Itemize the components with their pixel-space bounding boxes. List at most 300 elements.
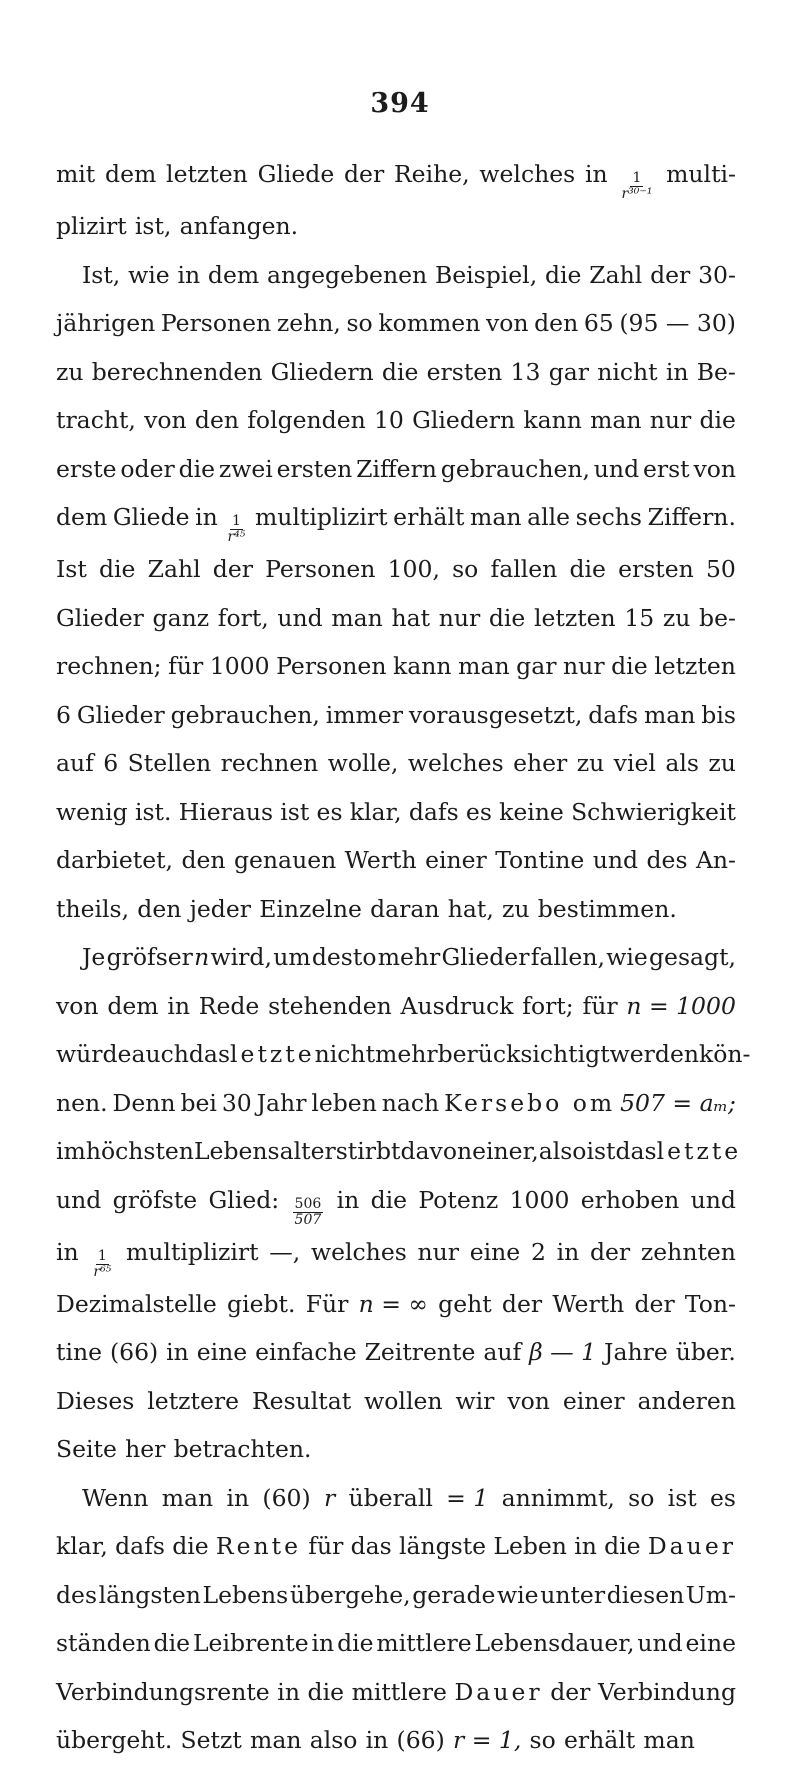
word: (66) bbox=[396, 1726, 445, 1754]
word: so bbox=[346, 309, 373, 337]
word: Kersebo om bbox=[444, 1088, 616, 1117]
word: Lebens bbox=[202, 1580, 289, 1609]
word: gar bbox=[548, 357, 589, 386]
word: um bbox=[273, 943, 311, 971]
fraction-denominator: r⁶⁵ bbox=[93, 1263, 112, 1280]
word: eher bbox=[513, 749, 568, 777]
word: gerade bbox=[412, 1580, 496, 1609]
word: multiplizirt bbox=[254, 503, 388, 531]
text-line bbox=[56, 642, 736, 691]
word: oder bbox=[120, 454, 175, 483]
word: Je bbox=[82, 943, 106, 971]
word: ersten bbox=[276, 454, 353, 483]
word: in bbox=[277, 1677, 300, 1706]
word: zwei bbox=[218, 454, 273, 483]
word: angegebenen bbox=[266, 260, 428, 289]
fraction-numerator: 1 bbox=[632, 170, 642, 186]
word: ist bbox=[280, 797, 310, 826]
text-line bbox=[56, 150, 736, 202]
word: Potenz bbox=[418, 1185, 499, 1214]
word: theils, bbox=[56, 894, 130, 923]
word: also bbox=[538, 1137, 587, 1165]
word: in bbox=[167, 991, 190, 1020]
word: stehenden bbox=[268, 991, 392, 1020]
word: 2 bbox=[530, 1237, 546, 1266]
word: die bbox=[611, 652, 648, 680]
word: daran bbox=[370, 894, 440, 923]
text-line bbox=[56, 445, 736, 494]
word: nen. bbox=[56, 1088, 108, 1117]
word: dafs bbox=[115, 1532, 165, 1560]
word: so bbox=[628, 1483, 655, 1512]
word: man bbox=[161, 1483, 214, 1512]
text-line bbox=[56, 251, 736, 300]
word: betrachten. bbox=[173, 1435, 312, 1463]
text-line bbox=[56, 885, 736, 934]
word: Dieses bbox=[56, 1386, 135, 1415]
word: desto bbox=[311, 943, 377, 971]
word: Verbindungsrente bbox=[56, 1677, 270, 1706]
word: sechs bbox=[575, 503, 642, 531]
word: wie bbox=[497, 1580, 539, 1609]
word: leben bbox=[311, 1088, 377, 1117]
page-number: 394 bbox=[370, 88, 430, 119]
text-line bbox=[56, 788, 736, 837]
word: tracht, bbox=[56, 406, 136, 434]
word: bei bbox=[180, 1088, 217, 1117]
word: Für bbox=[305, 1289, 349, 1318]
text-line bbox=[56, 1425, 736, 1474]
word: welches bbox=[479, 160, 576, 188]
word: es bbox=[465, 797, 492, 826]
word: Leben bbox=[493, 1532, 567, 1560]
text-line bbox=[56, 1280, 736, 1329]
text-line bbox=[56, 1377, 736, 1426]
text-line bbox=[56, 202, 736, 251]
word: in bbox=[56, 1237, 79, 1266]
word: darbietet, bbox=[56, 846, 174, 874]
word: die bbox=[544, 260, 582, 289]
word: letzte bbox=[656, 1137, 742, 1165]
word: dem bbox=[107, 991, 159, 1020]
word: 6 bbox=[56, 700, 71, 729]
text-line bbox=[56, 1474, 736, 1523]
word: stirbt bbox=[335, 1137, 401, 1165]
word: dafs bbox=[588, 700, 639, 729]
word: man bbox=[643, 700, 696, 729]
word: letzten bbox=[166, 160, 248, 188]
word: welches bbox=[310, 1237, 407, 1266]
word: zu bbox=[502, 894, 530, 923]
word: letztere bbox=[147, 1386, 240, 1415]
word: geht bbox=[438, 1289, 492, 1318]
word: fort, bbox=[217, 603, 269, 632]
word: im bbox=[56, 1137, 86, 1165]
word: zu bbox=[708, 749, 736, 777]
word: einfache bbox=[255, 1338, 357, 1366]
text-line bbox=[56, 836, 736, 885]
word: β — 1 bbox=[529, 1338, 597, 1366]
word: wie bbox=[128, 260, 170, 289]
word: klar, bbox=[349, 797, 402, 826]
word: die bbox=[604, 1532, 641, 1560]
word: An- bbox=[695, 846, 736, 874]
word: das bbox=[350, 1532, 392, 1560]
word: würde bbox=[56, 1040, 132, 1068]
word: Glieder bbox=[56, 603, 144, 632]
word: letzten bbox=[533, 603, 616, 632]
word: so bbox=[529, 1726, 556, 1754]
word: Tontine bbox=[495, 846, 585, 874]
word: der bbox=[634, 1289, 675, 1318]
text-line bbox=[56, 1176, 736, 1228]
word: berechnenden bbox=[91, 357, 263, 386]
word: n = ∞ bbox=[358, 1289, 428, 1318]
word: tine bbox=[56, 1338, 103, 1366]
word: ist, bbox=[134, 212, 172, 240]
word: berücksichtigt bbox=[437, 1040, 610, 1068]
text-line bbox=[56, 1079, 736, 1128]
text-line bbox=[56, 348, 736, 397]
word: gesagt, bbox=[649, 943, 736, 971]
fraction-numerator: 506 bbox=[294, 1195, 322, 1212]
word: nur bbox=[649, 406, 692, 434]
word: die bbox=[381, 357, 419, 386]
word: die bbox=[569, 555, 606, 583]
word: Glied: bbox=[208, 1185, 280, 1214]
word: plizirt bbox=[56, 212, 127, 240]
word: kann bbox=[393, 652, 452, 680]
word: Ist, bbox=[82, 260, 121, 289]
word: n = 1000 bbox=[626, 991, 736, 1020]
word: man bbox=[331, 603, 383, 632]
word: zu bbox=[576, 749, 605, 777]
word: unter bbox=[540, 1580, 606, 1609]
word: Resultat bbox=[251, 1386, 352, 1415]
fraction-denominator: r⁴⁵ bbox=[227, 529, 246, 545]
word: den bbox=[534, 309, 579, 337]
word: —, bbox=[269, 1237, 301, 1266]
text-line bbox=[56, 1716, 736, 1765]
word: Lebensalter bbox=[193, 1137, 336, 1165]
word: ist. bbox=[134, 797, 172, 826]
word: annimmt, bbox=[501, 1483, 615, 1512]
word: die bbox=[307, 1677, 345, 1706]
word: jährigen bbox=[56, 309, 156, 337]
word: Ziffern bbox=[356, 454, 437, 483]
word: der bbox=[344, 160, 385, 188]
word: multiplizirt bbox=[126, 1237, 259, 1266]
word: zu bbox=[662, 603, 691, 632]
word: dem bbox=[105, 160, 157, 188]
word: 30 bbox=[221, 1088, 252, 1117]
word: der bbox=[501, 1289, 543, 1318]
word: das bbox=[188, 1040, 231, 1068]
word: für bbox=[168, 652, 204, 680]
word: über. bbox=[675, 1338, 736, 1366]
text-line bbox=[56, 545, 736, 594]
word: Hieraus bbox=[178, 797, 274, 826]
word: fallen, bbox=[530, 943, 605, 971]
word: Verbindung bbox=[597, 1677, 736, 1706]
text-line bbox=[56, 396, 736, 445]
text-line bbox=[56, 493, 736, 545]
word: ersten bbox=[426, 357, 503, 386]
word: nur bbox=[417, 1237, 460, 1266]
word: es bbox=[316, 797, 343, 826]
word: immer bbox=[325, 700, 403, 729]
word: Rente bbox=[215, 1532, 302, 1560]
word: Personen bbox=[265, 555, 376, 583]
word: alle bbox=[527, 503, 571, 531]
word: eine bbox=[469, 1237, 521, 1266]
word: gröfste bbox=[112, 1185, 198, 1214]
word: hat bbox=[391, 603, 431, 632]
word: letzte bbox=[230, 1040, 315, 1068]
word: die bbox=[153, 1629, 191, 1657]
text-line bbox=[56, 739, 736, 788]
word: jeder bbox=[189, 894, 251, 923]
word: klar, bbox=[56, 1532, 108, 1560]
fraction bbox=[293, 1197, 324, 1228]
word: wollen bbox=[364, 1386, 443, 1415]
word: fort; bbox=[522, 991, 574, 1020]
word: Schwierigkeit bbox=[571, 797, 736, 826]
word: 10 bbox=[373, 406, 404, 434]
word: Ziffern. bbox=[647, 503, 736, 531]
word: rechnen bbox=[220, 749, 319, 777]
word: den bbox=[194, 406, 239, 434]
text-line bbox=[56, 691, 736, 740]
word: man bbox=[590, 406, 642, 434]
word: Personen bbox=[276, 652, 387, 680]
word: auf bbox=[56, 749, 94, 777]
word: des bbox=[646, 846, 688, 874]
word: Reihe, bbox=[393, 160, 470, 188]
word: Lebensdauer, bbox=[474, 1629, 635, 1657]
word: übergeht. bbox=[56, 1726, 173, 1754]
word: kön- bbox=[698, 1040, 751, 1068]
word: 6 bbox=[103, 749, 119, 777]
word: in bbox=[365, 1726, 389, 1754]
text-line bbox=[56, 594, 736, 643]
word: und bbox=[56, 1185, 102, 1214]
word: kann bbox=[523, 406, 582, 434]
word: Einzelne bbox=[259, 894, 362, 923]
text-line bbox=[56, 1030, 751, 1079]
word: fallen bbox=[490, 555, 558, 583]
word: Dauer bbox=[454, 1677, 543, 1706]
word: den bbox=[181, 846, 226, 874]
word: Werth bbox=[344, 846, 417, 874]
word: gebrauchen, bbox=[170, 700, 320, 729]
word: genauen bbox=[233, 846, 337, 874]
word: ersten bbox=[618, 555, 694, 583]
word: die bbox=[370, 1185, 408, 1214]
word: bestimmen. bbox=[537, 894, 677, 923]
word: man bbox=[643, 1726, 695, 1754]
word: anfangen. bbox=[179, 212, 299, 240]
word: (66) bbox=[109, 1338, 159, 1366]
word: einer, bbox=[472, 1137, 539, 1165]
word: auf bbox=[483, 1338, 522, 1366]
word: mehr bbox=[377, 943, 441, 971]
word: diesen bbox=[606, 1580, 685, 1609]
word: Leibrente bbox=[192, 1629, 309, 1657]
word: letzten bbox=[654, 652, 736, 680]
word: in bbox=[574, 1532, 597, 1560]
word: Glieder bbox=[441, 943, 530, 971]
word: Ton- bbox=[684, 1289, 736, 1318]
word: Stellen bbox=[127, 749, 212, 777]
word: und bbox=[690, 1185, 736, 1214]
word: man bbox=[458, 652, 510, 680]
word: der bbox=[212, 555, 253, 583]
word: Jahr bbox=[256, 1088, 307, 1117]
word: Gliedern bbox=[270, 357, 374, 386]
word: Wenn bbox=[82, 1483, 149, 1512]
word: erst bbox=[642, 454, 690, 483]
word: n bbox=[194, 943, 210, 971]
text-line bbox=[56, 1619, 736, 1668]
word: ganz bbox=[152, 603, 210, 632]
word: Gliede bbox=[257, 160, 335, 188]
word: und bbox=[593, 454, 640, 483]
word: 65 bbox=[583, 309, 614, 337]
word: dem bbox=[207, 260, 260, 289]
word: in bbox=[311, 1629, 335, 1657]
word: hat, bbox=[447, 894, 494, 923]
word: (60) bbox=[262, 1483, 311, 1512]
word: mittlere bbox=[376, 1629, 472, 1657]
word: von bbox=[144, 406, 187, 434]
word: dafs bbox=[408, 797, 459, 826]
word: für bbox=[308, 1532, 344, 1560]
word: der bbox=[550, 1677, 591, 1706]
word: von bbox=[507, 1386, 550, 1415]
word: übergehe, bbox=[289, 1580, 411, 1609]
word: wenig bbox=[56, 797, 128, 826]
word: so bbox=[452, 555, 479, 583]
word: Glieder bbox=[76, 700, 165, 729]
word: in bbox=[166, 1338, 189, 1366]
word: Zeitrente bbox=[364, 1338, 476, 1366]
word: werden bbox=[609, 1040, 699, 1068]
word: von bbox=[485, 309, 529, 337]
word: des bbox=[56, 1580, 98, 1609]
word: als bbox=[665, 749, 699, 777]
word: Rede bbox=[198, 991, 260, 1020]
text-line bbox=[56, 1522, 736, 1571]
word: man bbox=[250, 1726, 302, 1754]
word: mehr bbox=[375, 1040, 438, 1068]
text-line bbox=[56, 1571, 736, 1620]
word: 15 bbox=[624, 603, 655, 632]
word: der bbox=[650, 260, 691, 289]
word: Dezimalstelle bbox=[56, 1289, 217, 1318]
word: 50 bbox=[705, 555, 736, 583]
word: von bbox=[693, 454, 736, 483]
word: = 1 bbox=[446, 1483, 489, 1512]
fraction-denominator: r³⁰⁻¹ bbox=[621, 186, 653, 202]
fraction bbox=[91, 1249, 113, 1280]
word: r bbox=[323, 1483, 336, 1512]
word: dem bbox=[56, 503, 108, 531]
word: gröfser bbox=[106, 943, 193, 971]
word: die bbox=[98, 555, 136, 583]
word: zehnten bbox=[640, 1237, 736, 1266]
word: in bbox=[226, 1483, 250, 1512]
word: nur bbox=[438, 603, 481, 632]
word: Gliede bbox=[112, 503, 190, 531]
word: Denn bbox=[112, 1088, 176, 1117]
word: mittlere bbox=[351, 1677, 447, 1706]
text-line bbox=[56, 1127, 742, 1176]
word: einer bbox=[425, 846, 487, 874]
word: Werth bbox=[552, 1289, 625, 1318]
word: die bbox=[699, 406, 736, 434]
word: gar bbox=[516, 652, 557, 680]
word: bis bbox=[701, 700, 736, 729]
word: längsten bbox=[98, 1580, 201, 1609]
body-text bbox=[56, 150, 751, 1765]
word: und bbox=[637, 1629, 683, 1657]
fraction-numerator: 1 bbox=[231, 513, 241, 529]
word: wir bbox=[455, 1386, 495, 1415]
word: man bbox=[470, 503, 522, 531]
word: welches bbox=[407, 749, 504, 777]
word: eine bbox=[685, 1629, 736, 1657]
word: (95 — 30) bbox=[619, 309, 736, 337]
word: nicht bbox=[314, 1040, 376, 1068]
text-line bbox=[56, 982, 736, 1031]
word: von bbox=[56, 991, 99, 1020]
word: die bbox=[178, 454, 216, 483]
word: in bbox=[336, 1185, 360, 1214]
word: in bbox=[556, 1237, 580, 1266]
word: der bbox=[589, 1237, 631, 1266]
word: eine bbox=[196, 1338, 248, 1366]
word: r = 1, bbox=[453, 1726, 522, 1754]
word: 30- bbox=[698, 260, 736, 289]
word: kommen bbox=[378, 309, 481, 337]
word: wolle, bbox=[327, 749, 399, 777]
fraction bbox=[619, 171, 654, 202]
word: anderen bbox=[637, 1386, 736, 1415]
text-line bbox=[56, 299, 736, 348]
word: nur bbox=[563, 652, 605, 680]
word: erhält bbox=[563, 1726, 636, 1754]
word: vorausgesetzt, bbox=[408, 700, 583, 729]
word: es bbox=[710, 1483, 736, 1512]
word: zehn, bbox=[276, 309, 341, 337]
word: wird, bbox=[210, 943, 272, 971]
word: das bbox=[615, 1137, 657, 1165]
word: Setzt bbox=[180, 1726, 242, 1754]
word: giebt. bbox=[227, 1289, 296, 1318]
word: ist bbox=[586, 1137, 616, 1165]
word: 1000 bbox=[209, 652, 270, 680]
word: Zahl bbox=[147, 555, 201, 583]
word: Dauer bbox=[647, 1532, 736, 1560]
word: be- bbox=[699, 603, 736, 632]
word: ist bbox=[667, 1483, 697, 1512]
word: einer bbox=[562, 1386, 625, 1415]
word: Be- bbox=[696, 357, 736, 386]
word: Personen bbox=[160, 309, 272, 337]
word: und bbox=[277, 603, 323, 632]
word: in bbox=[177, 260, 201, 289]
